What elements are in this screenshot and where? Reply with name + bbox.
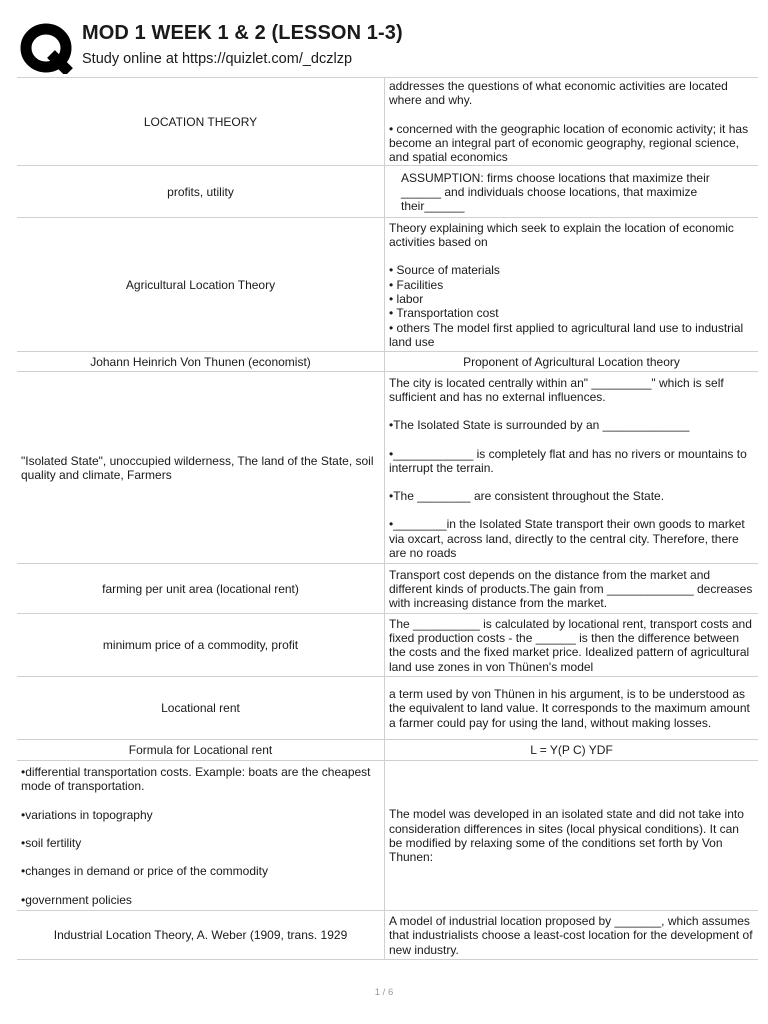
page-title: MOD 1 WEEK 1 & 2 (LESSON 1-3) [82,22,403,44]
definition-line: L = Y(P C) YDF [530,743,613,758]
table-row [17,677,758,740]
definition-line: A model of industrial location proposed by _______, which assumes that industrialists choose a least-cost location for the development of new industry. [389,914,753,957]
card-term [17,911,385,960]
table-row [17,761,758,911]
term-line: profits, utility [167,184,234,199]
definition-line: •____________ is completely flat and has no rivers or mountains to interrupt the terrain. [389,446,747,475]
page-indicator: 1 / 6 [374,987,394,998]
table-row [17,166,758,218]
term-line: •soil fertility [21,835,82,850]
term-line: •changes in demand or price of the commodity [21,864,268,879]
card-definition [385,740,759,761]
quizlet-logo-icon [19,22,75,74]
card-definition [385,372,759,564]
definition-line [389,108,754,122]
term-line: minimum price of a commodity, profit [102,638,299,653]
card-definition [385,761,759,911]
term-line [21,794,380,808]
definition-line [389,475,754,489]
card-definition [385,166,759,218]
table-row [17,911,758,960]
card-term [17,740,385,761]
page-header [0,0,768,78]
card-term [17,614,385,677]
card-term [17,677,385,740]
definition-line: • Facilities [389,277,444,292]
card-term [17,564,385,614]
term-line: farming per unit area (locational rent) [102,581,299,596]
card-definition [385,564,759,614]
card-definition [385,218,759,352]
definition-line: The city is located centrally within an" _________" which is self sufficient and has no external influences. [389,375,724,404]
definition-line: • labor [389,291,424,306]
card-term [17,78,385,166]
definition-line: • others The model first applied to agricultural land use to industrial land use [389,320,744,349]
table-row [17,372,758,564]
card-term [17,761,385,911]
table-row [17,352,758,372]
definition-line: • Source of materials [389,263,500,278]
definition-line: • Transportation cost [389,306,499,321]
term-line [21,822,380,836]
definition-line: ASSUMPTION: firms choose locations that maximize their ______ and individuals choose locations, that maximize their______ [401,170,710,214]
flashcard-table [17,77,758,960]
card-term [17,352,385,372]
term-line: •differential transportation costs. Example: boats are the cheapest mode of transportation. [21,765,371,794]
definition-line: • concerned with the geographic location of economic activity; it has become an integral part of economic geography, regional science, and spatial economics [389,121,749,165]
definition-line: •The ________ are consistent throughout the State. [389,489,665,504]
term-line [21,850,380,864]
card-definition [385,911,759,960]
term-line: Industrial Location Theory, A. Weber (1909, trans. 1929 [53,928,348,943]
table-row [17,218,758,352]
definition-line [389,404,754,418]
definition-line: Theory explaining which seek to explain the location of economic activities based on [389,220,734,250]
card-term [17,166,385,218]
table-row [17,740,758,761]
card-term [17,218,385,352]
card-definition [385,614,759,677]
table-row [17,614,758,677]
definition-line [389,433,754,447]
definition-line [389,503,754,517]
card-definition [385,352,759,372]
term-line: LOCATION THEORY [143,114,258,129]
definition-line [389,249,754,263]
term-line: Formula for Locational rent [128,743,273,758]
term-line: Locational rent [161,701,240,716]
term-line: Agricultural Location Theory [125,277,276,292]
card-definition [385,677,759,740]
card-term [17,372,385,564]
definition-line: addresses the questions of what economic activities are located where and why. [389,79,728,108]
table-row [17,564,758,614]
definition-line: •The Isolated State is surrounded by an _____________ [389,418,690,433]
table-row [17,78,758,166]
definition-line: Transport cost depends on the distance from the market and different kinds of products.The gain from _____________ decreases with increasing distance from the market. [389,567,753,611]
definition-line: The __________ is calculated by locational rent, transport costs and fixed production costs - the ______ is then the difference between the costs and the fixed market price. Idealized pattern of agricultural land use zones in von Thünen's model [389,616,752,674]
definition-line: a term used by von Thünen in his argument, is to be understood as the equivalent to land value. It corresponds to the maximum amount a farmer could pay for using the land, without making losses. [389,687,750,730]
term-line: Johann Heinrich Von Thunen (economist) [90,354,311,369]
term-line: •government policies [21,892,132,907]
study-online-link[interactable]: Study online at https://quizlet.com/_dczlzp [82,51,353,67]
definition-line: •________in the Isolated State transport their own goods to market via oxcart, across land, directly to the central city. Therefore, there are no roads [389,517,745,561]
term-line [21,879,380,893]
term-line: "Isolated State", unoccupied wilderness, The land of the State, soil quality and climate, Farmers [21,453,374,482]
term-line: •variations in topography [21,807,153,822]
definition-line: The model was developed in an isolated state and did not take into consideration differences in sites (local physical conditions). It can be modified by relaxing some of the conditions set forth by Von Thunen: [389,807,744,865]
definition-line: Proponent of Agricultural Location theory [463,354,680,369]
card-definition [385,78,759,166]
